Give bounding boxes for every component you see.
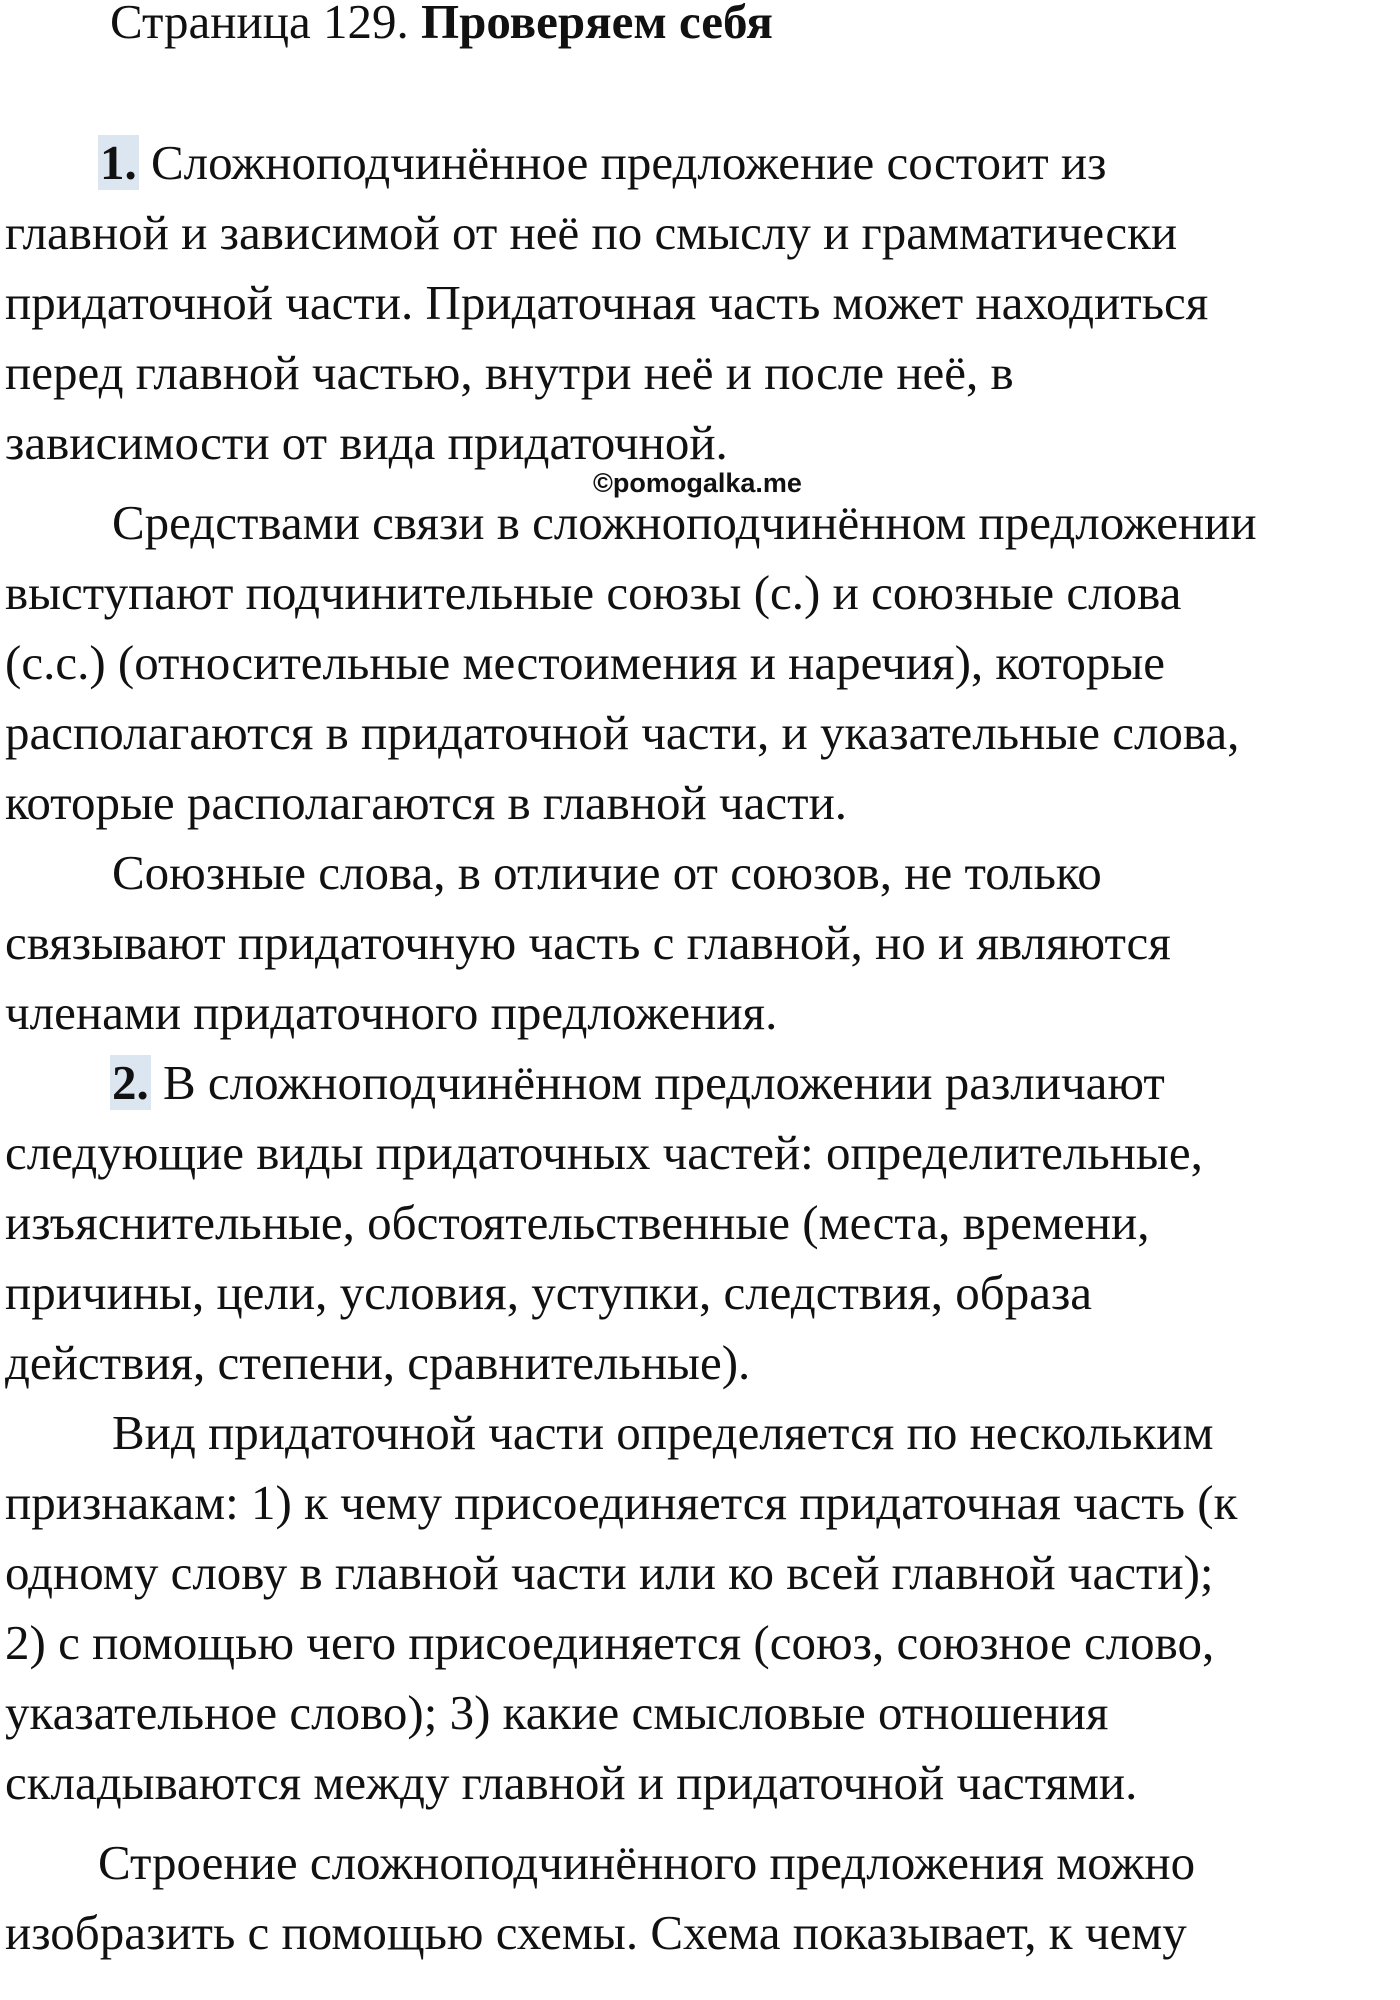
section2-number: 2.	[112, 1055, 149, 1110]
section2-line-11: складываются между главной и придаточной частями.	[5, 1755, 1138, 1810]
section2-line-4: причины, цели, условия, уступки, следствия, образа	[5, 1265, 1093, 1320]
section1-line-9: располагаются в придаточной части, и указательные слова,	[5, 705, 1240, 760]
section1-line-5: зависимости от вида придаточной.	[5, 415, 728, 470]
section2-line-3: изъяснительные, обстоятельственные (места, времени,	[5, 1195, 1150, 1250]
section1-line-8: (с.с.) (относительные местоимения и наречия), которые	[5, 635, 1165, 690]
section2-line-13: изобразить с помощью схемы. Схема показывает, к чему	[5, 1905, 1187, 1960]
page-heading	[110, 0, 773, 52]
section1-line-11: Союзные слова, в отличие от союзов, не только	[112, 845, 1102, 900]
section1-number: 1.	[100, 135, 137, 190]
section1-line-13: членами придаточного предложения.	[5, 985, 778, 1040]
section1-line-6: Средствами связи в сложноподчинённом предложении	[112, 495, 1257, 550]
section1-line-12: связывают придаточную часть с главной, но и являются	[5, 915, 1171, 970]
heading-title: Проверяем себя	[420, 0, 773, 49]
heading-prefix: Страница 129.	[110, 0, 409, 49]
section2-line-10: указательное слово); 3) какие смысловые отношения	[5, 1685, 1109, 1740]
section2-line-7: признакам: 1) к чему присоединяется придаточная часть (к	[5, 1475, 1238, 1530]
section2-line-6: Вид придаточной части определяется по нескольким	[112, 1405, 1214, 1460]
section1-line-10: которые располагаются в главной части.	[5, 775, 848, 830]
section2-line-12: Строение сложноподчинённого предложения можно	[98, 1835, 1196, 1890]
section1-line-4: перед главной частью, внутри неё и после неё, в	[5, 345, 1014, 400]
section2-line-9: 2) с помощью чего присоединяется (союз, союзное слово,	[5, 1615, 1215, 1670]
watermark: ©pomogalka.me	[593, 468, 802, 498]
section2-line-5: действия, степени, сравнительные).	[5, 1335, 751, 1390]
section1-line-7: выступают подчинительные союзы (с.) и союзные слова	[5, 565, 1182, 620]
section2-text-1: В сложноподчинённом предложении различают	[163, 1055, 1165, 1110]
section1-line-1	[98, 133, 1106, 193]
section1-line-3: придаточной части. Придаточная часть может находиться	[5, 275, 1209, 330]
section1-text-1: Сложноподчинённое предложение состоит из	[151, 135, 1107, 190]
section1-line-2: главной и зависимой от неё по смыслу и грамматически	[5, 205, 1178, 260]
section2-line-1	[110, 1053, 1165, 1113]
section2-line-8: одному слову в главной части или ко всей главной части);	[5, 1545, 1214, 1600]
section2-line-2: следующие виды придаточных частей: определительные,	[5, 1125, 1203, 1180]
